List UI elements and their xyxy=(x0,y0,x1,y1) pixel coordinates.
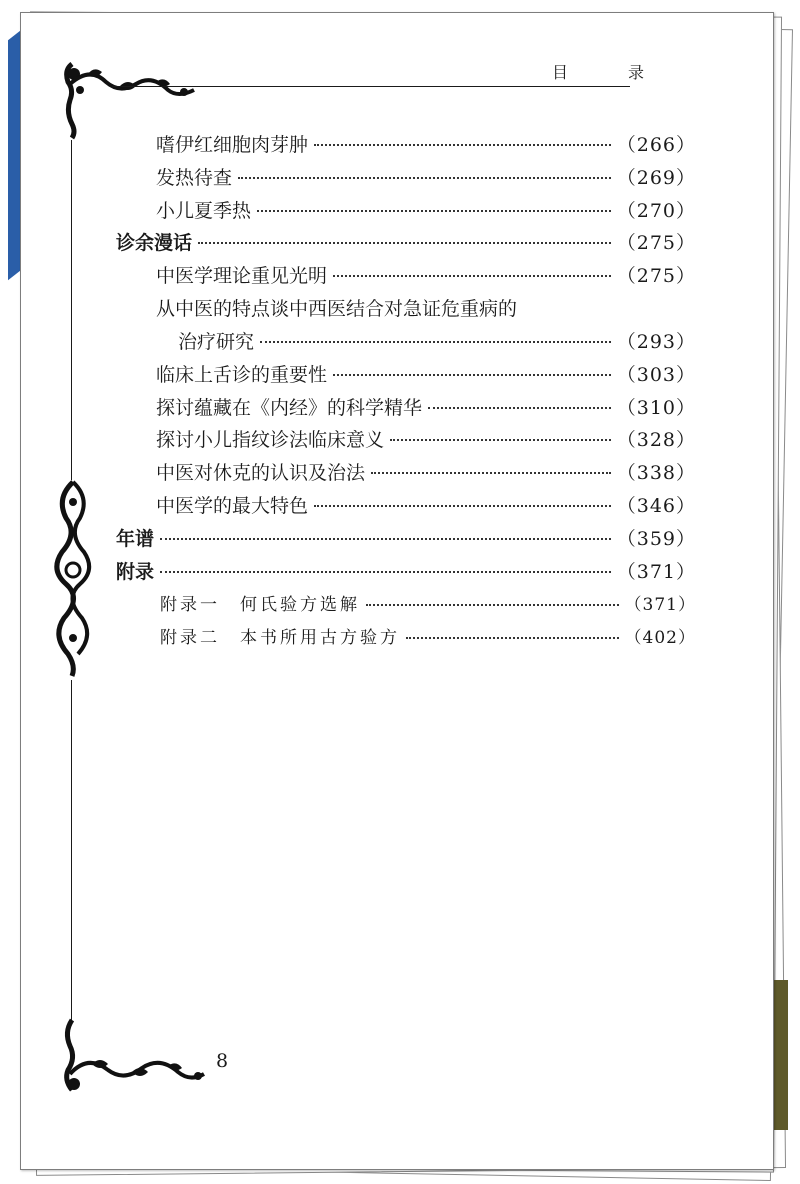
toc-entry-page: （328） xyxy=(616,429,696,451)
toc-entry-title: 附录二 本书所用古方验方 xyxy=(160,628,400,648)
toc-entry-title: 探讨小儿指纹诊法临床意义 xyxy=(156,429,385,451)
toc-section[interactable] xyxy=(116,526,696,552)
toc-entry[interactable] xyxy=(160,592,696,618)
dot-leader xyxy=(390,439,611,441)
dot-leader xyxy=(314,144,611,146)
toc-entry-title: 临床上舌诊的重要性 xyxy=(156,364,328,386)
toc-entry-page: （293） xyxy=(616,331,696,353)
toc-entry-page: （269） xyxy=(616,167,696,189)
toc-section-title: 附录 xyxy=(116,561,155,583)
dot-leader xyxy=(366,604,619,606)
toc-entry-title: 发热待查 xyxy=(156,167,233,189)
dot-leader xyxy=(314,505,611,507)
header-title: 目 录 xyxy=(552,63,667,82)
dot-leader xyxy=(160,571,611,573)
toc-entry-title: 小儿夏季热 xyxy=(156,200,252,222)
toc-entry-page: （359） xyxy=(616,528,696,550)
toc-entry[interactable] xyxy=(178,329,696,355)
toc-entry-title: 治疗研究 xyxy=(178,331,255,353)
toc-entry-page: （338） xyxy=(616,462,696,484)
toc-entry-page: （402） xyxy=(624,628,696,648)
toc-entry-page: （346） xyxy=(616,495,696,517)
toc-entry-title: 中医学理论重见光明 xyxy=(156,265,328,287)
dot-leader xyxy=(371,472,611,474)
dot-leader xyxy=(428,407,611,409)
dot-leader xyxy=(333,374,611,376)
toc-entry[interactable] xyxy=(156,427,696,453)
toc-entry[interactable] xyxy=(156,263,696,289)
toc-entry-page: （266） xyxy=(616,134,696,156)
toc-entry[interactable] xyxy=(156,362,696,388)
toc-entry-title: 探讨蕴藏在《内经》的科学精华 xyxy=(156,397,423,419)
dot-leader xyxy=(406,637,619,639)
toc-entry[interactable] xyxy=(156,493,696,519)
dot-leader xyxy=(260,341,611,343)
page-number: 8 xyxy=(216,1050,229,1072)
toc-entry-page: （275） xyxy=(616,232,696,254)
toc-section[interactable] xyxy=(116,559,696,585)
dot-leader xyxy=(160,538,611,540)
toc-entry[interactable] xyxy=(160,625,696,651)
toc-entry-title: 附录一 何氏验方选解 xyxy=(160,595,360,615)
toc-entry[interactable] xyxy=(156,460,696,486)
dot-leader xyxy=(257,210,611,212)
toc-entry-title[interactable]: 从中医的特点谈中西医结合对急证危重病的 xyxy=(156,298,518,320)
toc-entry-page: （371） xyxy=(624,595,696,615)
dot-leader xyxy=(333,275,611,277)
toc-entry-page: （371） xyxy=(616,561,696,583)
toc-entry-page: （310） xyxy=(616,397,696,419)
toc-entry-title: 中医对休克的认识及治法 xyxy=(156,462,366,484)
toc-entry[interactable] xyxy=(156,198,696,224)
toc-section-title: 诊余漫话 xyxy=(116,232,193,254)
toc-section-title: 年谱 xyxy=(116,528,155,550)
toc-entry[interactable] xyxy=(156,132,696,158)
dot-leader xyxy=(198,242,611,244)
toc-section[interactable] xyxy=(116,230,696,256)
toc-entry-page: （270） xyxy=(616,200,696,222)
toc-entry-title: 嗜伊红细胞肉芽肿 xyxy=(156,134,309,156)
toc-entry-page: （303） xyxy=(616,364,696,386)
toc-entry[interactable] xyxy=(156,395,696,421)
toc-entry-page: （275） xyxy=(616,265,696,287)
toc-entry-title: 中医学的最大特色 xyxy=(156,495,309,517)
dot-leader xyxy=(238,177,611,179)
toc-entry[interactable] xyxy=(156,165,696,191)
